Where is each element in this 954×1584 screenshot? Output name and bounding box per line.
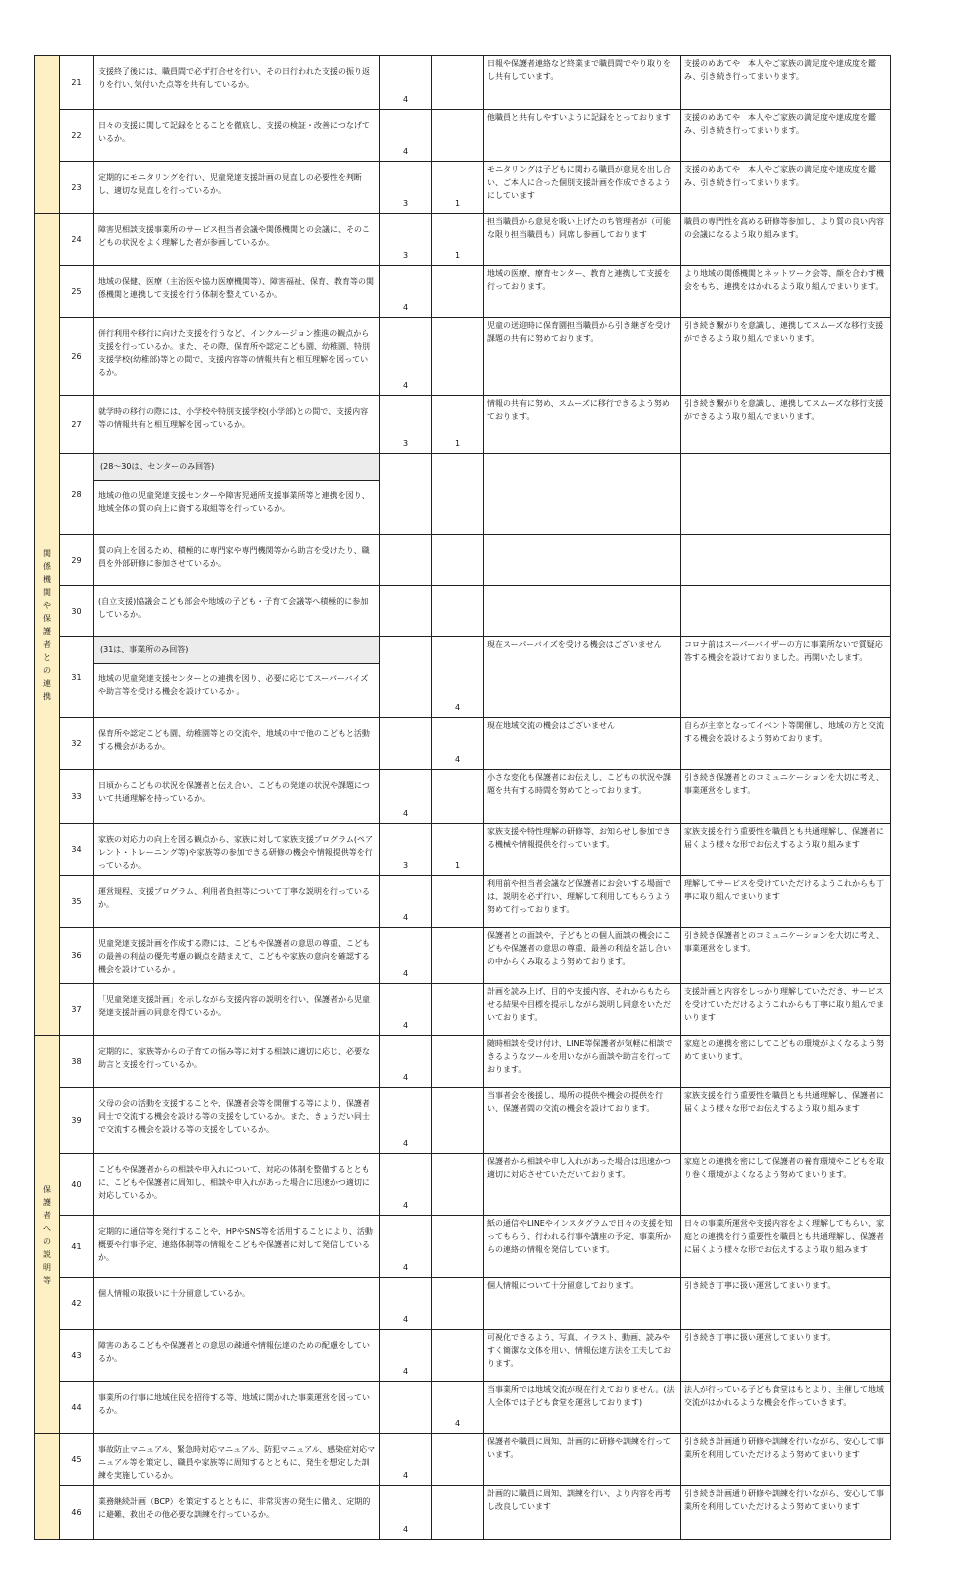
question-cell: 保育所や認定こども園、幼稚園等との交流や、地域の中で他のこどもと活動する機会があるか。 [94, 718, 380, 770]
item-number: 32 [60, 718, 94, 770]
current-status: 保護者から相談や申し入れがあった場合は迅速かつ適切に対応させていただいております。 [484, 1154, 681, 1216]
question-text: 地域の児童発達支援センターとの連携を図り、必要に応じてスーパーバイズや助言等を受ける機会を設けているか 。 [98, 674, 369, 696]
current-status: 家族支援や特性理解の研修等、お知らせし参加できる機械や情報提供を行っています。 [484, 824, 681, 876]
count-other [432, 110, 484, 162]
current-status: 随時相談を受け付け、LINE等保護者が気軽に相談できるようなツールを用いながら面談や助言を行っております。 [484, 1036, 681, 1088]
count-other [432, 928, 484, 984]
count-yes: 3 [380, 824, 432, 876]
item-number: 24 [60, 214, 94, 266]
question-cell: 業務継続計画（BCP）を策定するとともに、非常災害の発生に備え、定期的に避難、救出その他必要な訓練を行っているか。 [94, 1486, 380, 1540]
table-row [35, 770, 891, 824]
question-text: 地域の他の児童発達支援センターや障害児通所支援事業所等と連携を図り、地域全体の質の向上に資する取組等を行っているか。 [98, 491, 370, 513]
count-yes: 4 [380, 266, 432, 318]
item-number: 44 [60, 1382, 94, 1434]
current-status: 当事業所では地域交流が現在行えておりません。(法人全体では子ども食堂を運営しております) [484, 1382, 681, 1434]
count-other [432, 266, 484, 318]
table-row [35, 1278, 891, 1330]
item-number: 36 [60, 928, 94, 984]
table-row [35, 984, 891, 1036]
count-yes: 4 [380, 1154, 432, 1216]
improvement-plan: 引き続き丁寧に扱い運営してまいります。 [681, 1278, 891, 1330]
category-label: 関係機関や保護者との連携 [43, 548, 51, 701]
improvement-plan [681, 535, 891, 586]
table-row [35, 56, 891, 110]
table-row [35, 318, 891, 396]
improvement-plan [681, 586, 891, 637]
improvement-plan: 自らが主幸となってイベント等開催し、地域の方と交流する機会を設けるよう努めております。 [681, 718, 891, 770]
question-cell: 事業所の行事に地域住民を招待する等、地域に開かれた事業運営を図っているか。 [94, 1382, 380, 1434]
count-other [432, 454, 484, 535]
count-other [432, 1434, 484, 1486]
improvement-plan: 家族支援を行う重要性を職員とも共通理解し、保護者に届くよう様々な形でお伝えするよう取り組みます [681, 1088, 891, 1154]
question-cell: (自立支援)協議会こども部会や地域の子ども・子育て会議等へ積極的に参加しているか。 [94, 586, 380, 637]
current-status [484, 535, 681, 586]
current-status: 情報の共有に努め、スムーズに移行できるよう努めております。 [484, 396, 681, 454]
table-row [35, 1434, 891, 1486]
improvement-plan: 理解してサービスを受けていただけるようこれからも丁寧に取り組んでまいります [681, 876, 891, 928]
current-status: 現在地域交流の機会はございません [484, 718, 681, 770]
count-yes [380, 586, 432, 637]
question-cell: 定期的に通信等を発行することや、HPやSNS等を活用することにより、活動概要や行事予定、連絡体制等の情報をこどもや保護者に対して発信しているか。 [94, 1216, 380, 1278]
table-row [35, 1382, 891, 1434]
question-cell: 定期的にモニタリングを行い、児童発達支援計画の見直しの必要性を判断し、適切な見直しを行っているか。 [94, 162, 380, 214]
count-other [432, 770, 484, 824]
table-row [35, 1154, 891, 1216]
question-cell [94, 637, 380, 718]
count-other: 4 [432, 718, 484, 770]
count-other [432, 1330, 484, 1382]
question-cell: 個人情報の取扱いに十分留意しているか。 [94, 1278, 380, 1330]
count-other [432, 318, 484, 396]
question-cell [94, 454, 380, 535]
count-yes: 4 [380, 318, 432, 396]
current-status: 児童の送迎時に保育園担当職員から引き継ぎを受け課題の共有に努めております。 [484, 318, 681, 396]
table-row [35, 162, 891, 214]
current-status [484, 586, 681, 637]
improvement-plan: より地域の関係機関とネットワーク会等、顔を合わす機会をもち、連携をはかれるよう取り組んでまいります。 [681, 266, 891, 318]
question-cell: 父母の会の活動を支援することや、保護者会等を開催する等により、保護者同士で交流する機会を設ける等の支援をしているか。また、きょうだい同士で交流する機会を設ける等の支援をしているか。 [94, 1088, 380, 1154]
improvement-plan: 家庭との連携を密にして保護者の養育環境やこどもを取り巻く環境がよくなるよう努めてまいります。 [681, 1154, 891, 1216]
count-yes: 3 [380, 214, 432, 266]
category-cell-top [35, 56, 60, 214]
count-other [432, 984, 484, 1036]
count-yes: 4 [380, 770, 432, 824]
count-yes [380, 1382, 432, 1434]
item-number: 21 [60, 56, 94, 110]
improvement-plan: 日々の事業所運営や支援内容をよく理解してもらい、家庭との連携を行う重要性を職員とも共通理解し、保護者に届くよう様々な形でお伝えするよう取り組みます [681, 1216, 891, 1278]
question-cell: 支援終了後には、職員間で必ず打合せを行い、その日行われた支援の振り返りを行い､気付いた点等を共有しているか。 [94, 56, 380, 110]
improvement-plan: 支援のめあてや 本人やご家族の満足度や達成度を鑑み、引き続き行ってまいります。 [681, 56, 891, 110]
improvement-plan: 支援のめあてや 本人やご家族の満足度や達成度を鑑み、引き続き行ってまいります。 [681, 162, 891, 214]
count-yes: 4 [380, 984, 432, 1036]
question-cell: 質の向上を図るため、積極的に専門家や専門機関等から助言を受けたり、職員を外部研修に参加させているか。 [94, 535, 380, 586]
item-number: 34 [60, 824, 94, 876]
current-status: 計画的に職員に周知、訓練を行い、より内容を再考し改良しています [484, 1486, 681, 1540]
table-row [35, 586, 891, 637]
count-yes: 4 [380, 1330, 432, 1382]
improvement-plan: 引き続き保護者とのコミュニケーションを大切に考え、事業運営をします。 [681, 928, 891, 984]
item-number: 41 [60, 1216, 94, 1278]
improvement-plan: 引き続き保護者とのコミュニケーションを大切に考え、事業運営をします。 [681, 770, 891, 824]
item-number: 26 [60, 318, 94, 396]
table-row [35, 824, 891, 876]
current-status [484, 454, 681, 535]
question-cell: 児童発達支援計画を作成する際には、こどもや保護者の意思の尊重、こどもの最善の利益の優先考慮の観点を踏まえて、こどもや家族の意向を確認する機会を設けているか 。 [94, 928, 380, 984]
table-row [35, 718, 891, 770]
improvement-plan: 職員の専門性を高める研修等参加し、より質の良い内容の会議になるよう取り組みます。 [681, 214, 891, 266]
count-other: 4 [432, 1382, 484, 1434]
item-number: 37 [60, 984, 94, 1036]
category-cell-liaison [35, 214, 60, 1036]
evaluation-table [34, 55, 891, 1540]
question-cell: こどもや保護者からの相談や申入れについて、対応の体制を整備するとともに、こどもや保護者に周知し、相談や申入れがあった場合に迅速かつ適切に対応しているか。 [94, 1154, 380, 1216]
question-cell: 地域の保健、医療（主治医や協力医療機関等）、障害福祉、保育、教育等の関係機関と連携して支援を行う体制を整えているか。 [94, 266, 380, 318]
improvement-plan: 引き続き計画通り研修や訓練を行いながら、安心して事業所を利用していただけるよう努めてまいります [681, 1486, 891, 1540]
item-number: 25 [60, 266, 94, 318]
count-yes: 4 [380, 928, 432, 984]
item-number: 39 [60, 1088, 94, 1154]
current-status: 当事者会を後援し、場所の提供や機会の提供を行い、保護者間の交流の機会を設けております。 [484, 1088, 681, 1154]
item-number: 31 [60, 637, 94, 718]
question-cell: 運営規程、支援プログラム、利用者負担等について丁寧な説明を行っているか。 [94, 876, 380, 928]
item-number: 38 [60, 1036, 94, 1088]
improvement-plan: 家庭との連携を密にしてこどもの環境がよくなるよう努めてまいります。 [681, 1036, 891, 1088]
answer-scope-note: (31は、事業所のみ回答) [94, 637, 379, 664]
count-yes [380, 454, 432, 535]
table-row [35, 110, 891, 162]
table-row [35, 1216, 891, 1278]
item-number: 35 [60, 876, 94, 928]
improvement-plan: 法人が行っている子ども食堂はもとより、主催して地域交流がはかれるような機会を作っていきます。 [681, 1382, 891, 1434]
current-status: 計画を読み上げ、目的や支援内容、それからもたらせる結果や目標を提示しながら説明し同意をいただいております。 [484, 984, 681, 1036]
question-cell: 日頃からこどもの状況を保護者と伝え合い、こどもの発達の状況や課題について共通理解を持っているか。 [94, 770, 380, 824]
current-status: 地域の医療、療育センター、教育と連携して支援を行っております。 [484, 266, 681, 318]
question-cell: 日々の支援に関して記録をとることを徹底し、支援の検証・改善につなげているか。 [94, 110, 380, 162]
question-cell: 家族の対応力の向上を図る観点から、家族に対して家族支援プログラム(ペアレント・トレーニング等)や家族等の参加できる研修の機会や情報提供等を行っているか。 [94, 824, 380, 876]
current-status: 保護者との面談や、子どもとの個人面談の機会にこどもや保護者の意思の尊重、最善の利益を話し合いの中からくみ取るよう努めております。 [484, 928, 681, 984]
count-yes: 4 [380, 1434, 432, 1486]
count-yes [380, 718, 432, 770]
table-row [35, 876, 891, 928]
table-row [35, 928, 891, 984]
current-status: モニタリングは子どもに関わる職員が意見を出し合い、ご本人に合った個別支援計画を作成できるようにしています [484, 162, 681, 214]
question-cell: 定期的に、家族等からの子育ての悩み等に対する相談に適切に応じ、必要な助言と支援を行っているか。 [94, 1036, 380, 1088]
question-cell: 事故防止マニュアル、緊急時対応マニュアル、防犯マニュアル、感染症対応マニュアル等を策定し、職員や家族等に周知するとともに、発生を想定した訓練を実施しているか。 [94, 1434, 380, 1486]
current-status: 小さな変化も保護者にお伝えし、こどもの状況や課題を共有する時間を努めてとっております。 [484, 770, 681, 824]
category-label: 保護者への説明等 [43, 1184, 51, 1285]
count-yes: 4 [380, 56, 432, 110]
item-number: 29 [60, 535, 94, 586]
count-yes [380, 535, 432, 586]
current-status: 可視化できるよう、写真、イラスト、動画、読みやすく簡潔な文体を用い、情報伝達方法を工夫しております。 [484, 1330, 681, 1382]
question-cell: 障害のあるこどもや保護者との意思の疎通や情報伝達のための配慮をしているか。 [94, 1330, 380, 1382]
count-yes: 4 [380, 1486, 432, 1540]
count-other: 1 [432, 824, 484, 876]
question-cell: 就学時の移行の際には、小学校や特別支援学校(小学部)との間で、支援内容等の情報共有と相互理解を図っているか。 [94, 396, 380, 454]
current-status: 保護者や職員に周知、計画的に研修や訓練を行っています。 [484, 1434, 681, 1486]
count-other [432, 876, 484, 928]
count-other [432, 586, 484, 637]
count-other [432, 1036, 484, 1088]
table-row [35, 1036, 891, 1088]
item-number: 33 [60, 770, 94, 824]
item-number: 22 [60, 110, 94, 162]
count-yes: 3 [380, 162, 432, 214]
current-status: 紙の通信やLINEやインスタグラムで日々の支援を知ってもらう、行われる行事や講座の予定、事業所からの連絡の情報を発信しています。 [484, 1216, 681, 1278]
question-cell: 障害児相談支援事業所のサービス担当者会議や関係機関との会議に、そのこどもの状況をよく理解した者が参画しているか。 [94, 214, 380, 266]
count-yes: 4 [380, 1278, 432, 1330]
item-number: 40 [60, 1154, 94, 1216]
improvement-plan: 引き続き繋がりを意識し、連携してスムーズな移行支援ができるよう取り組んでまいります。 [681, 396, 891, 454]
count-other [432, 1486, 484, 1540]
table-row [35, 214, 891, 266]
table-row [35, 1330, 891, 1382]
count-other [432, 535, 484, 586]
improvement-plan: 引き続き丁寧に扱い運営してまいります。 [681, 1330, 891, 1382]
table-row [35, 454, 891, 535]
table-row [35, 535, 891, 586]
count-yes: 4 [380, 1036, 432, 1088]
item-number: 46 [60, 1486, 94, 1540]
item-number: 42 [60, 1278, 94, 1330]
question-cell: 併行利用や移行に向けた支援を行うなど、インクルージョン推進の観点から支援を行っているか。また、その際、保育所や認定こども園、幼稚園、特別支援学校(幼稚部)等との間で、支援内容等の情報共有と相互理解を図っているか。 [94, 318, 380, 396]
count-other [432, 1278, 484, 1330]
improvement-plan: 支援計画と内容をしっかり理解していただき、サービスを受けていただけるようこれからも丁寧に取り組んでまいります [681, 984, 891, 1036]
item-number: 45 [60, 1434, 94, 1486]
item-number: 43 [60, 1330, 94, 1382]
table-row [35, 1088, 891, 1154]
current-status: 他職員と共有しやすいように記録をとっております [484, 110, 681, 162]
current-status: 個人情報について十分留意しております。 [484, 1278, 681, 1330]
count-yes [380, 637, 432, 718]
current-status: 利用前や担当者会議など保護者にお会いする場面では、説明を必ず行い、理解して利用してもらうよう努めて行っております。 [484, 876, 681, 928]
count-other [432, 1216, 484, 1278]
category-cell-bottom [35, 1434, 60, 1540]
improvement-plan: 引き続き繋がりを意識し、連携してスムーズな移行支援ができるよう取り組んでまいります。 [681, 318, 891, 396]
current-status: 担当職員から意見を吸い上げたのち管理者が（可能な限り担当職員も）同席し参画しております [484, 214, 681, 266]
item-number: 28 [60, 454, 94, 535]
count-yes: 4 [380, 1216, 432, 1278]
improvement-plan: 家族支援を行う重要性を職員とも共通理解し、保護者に届くよう様々な形でお伝えするよう取り組みます [681, 824, 891, 876]
count-yes: 4 [380, 1088, 432, 1154]
category-cell-explanation [35, 1036, 60, 1434]
count-other: 4 [432, 637, 484, 718]
count-yes: 4 [380, 110, 432, 162]
improvement-plan: 支援のめあてや 本人やご家族の満足度や達成度を鑑み、引き続き行ってまいります。 [681, 110, 891, 162]
count-yes: 3 [380, 396, 432, 454]
count-other: 1 [432, 162, 484, 214]
table-row [35, 266, 891, 318]
item-number: 27 [60, 396, 94, 454]
table-row [35, 637, 891, 718]
improvement-plan: コロナ前はスーパーバイザーの方に事業所ないで質疑応答する機会を設けておりました。再開いたします。 [681, 637, 891, 718]
count-other [432, 56, 484, 110]
count-other [432, 1154, 484, 1216]
improvement-plan: 引き続き計画通り研修や訓練を行いながら、安心して事業所を利用していただけるよう努めてまいります [681, 1434, 891, 1486]
improvement-plan [681, 454, 891, 535]
current-status: 現在スーパーバイズを受ける機会はございません [484, 637, 681, 718]
count-yes: 4 [380, 876, 432, 928]
table-row [35, 1486, 891, 1540]
current-status: 日報や保護者連絡など終業まで職員間でやり取りをし共有しています。 [484, 56, 681, 110]
item-number: 30 [60, 586, 94, 637]
answer-scope-note: (28～30は、センターのみ回答) [94, 454, 379, 481]
table-row [35, 396, 891, 454]
count-other [432, 1088, 484, 1154]
table-body [35, 56, 891, 1540]
count-other: 1 [432, 396, 484, 454]
question-cell: 「児童発達支援計画」を示しながら支援内容の説明を行い、保護者から児童発達支援計画の同意を得ているか。 [94, 984, 380, 1036]
item-number: 23 [60, 162, 94, 214]
count-other: 1 [432, 214, 484, 266]
